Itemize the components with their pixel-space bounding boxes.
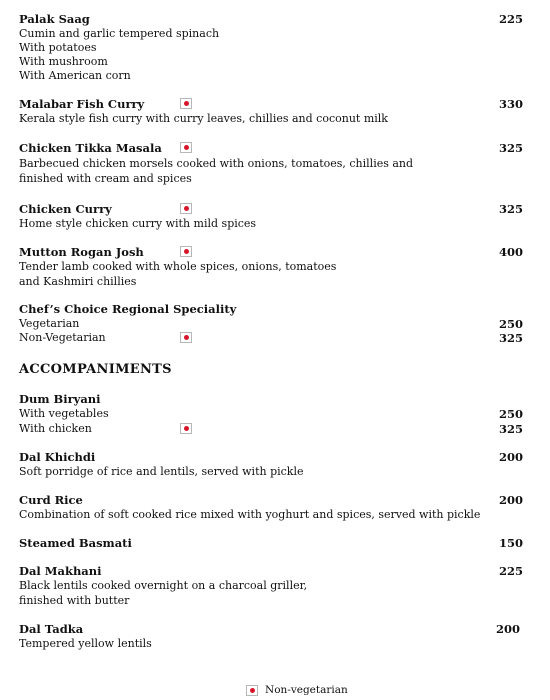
dish-variant-price: 250 [498,407,523,421]
non-veg-dot-icon [180,98,192,109]
dish-name: Dal Tadka [19,622,84,636]
dish-name: Palak Saag [19,12,90,26]
dish-name: Chicken Curry [19,202,112,216]
dish-description: Kerala style fish curry with curry leaves, chillies and coconut milk [19,112,388,125]
dish-variant-price: 325 [498,331,523,345]
dish-price: 200 [498,493,523,507]
dish-description: Tender lamb cooked with whole spices, onions, tomatoes [19,260,337,273]
dish-price: 325 [498,141,523,155]
section-heading: ACCOMPANIMENTS [19,362,172,377]
dish-price: 400 [498,245,523,259]
dish-description: Cumin and garlic tempered spinach [19,27,220,40]
non-veg-dot-icon [246,685,258,696]
dish-variant-label: Non-Vegetarian [19,331,106,344]
dish-price: 330 [498,97,523,111]
dish-price: 200 [495,622,520,636]
dish-price: 200 [498,450,523,464]
dish-description: Tempered yellow lentils [19,637,152,650]
dish-name: Dal Khichdi [19,450,96,464]
dish-description: finished with cream and spices [19,172,192,185]
dish-price: 325 [498,202,523,216]
dish-description: and Kashmiri chillies [19,275,137,288]
non-veg-dot-icon [180,246,192,257]
dish-price: 225 [498,12,523,26]
dish-name: Mutton Rogan Josh [19,245,144,259]
dish-name: Curd Rice [19,493,83,507]
dish-description: Barbecued chicken morsels cooked with onions, tomatoes, chillies and [19,157,414,170]
dish-description: finished with butter [19,594,130,607]
dish-description: Combination of soft cooked rice mixed with yoghurt and spices, served with pickle [19,508,481,521]
non-veg-dot-icon [180,423,192,434]
legend-label: Non-vegetarian [265,684,348,696]
dish-variant-label: Vegetarian [19,317,80,330]
dish-name: Steamed Basmati [19,536,132,550]
non-veg-dot-icon [180,332,192,343]
dish-price: 150 [498,536,523,550]
dish-description: Soft porridge of rice and lentils, served with pickle [19,465,304,478]
dish-variant-label: With vegetables [19,407,109,420]
dish-price: 225 [498,564,523,578]
dish-description: Home style chicken curry with mild spices [19,217,257,230]
dish-name: Malabar Fish Curry [19,97,145,111]
dish-option: With potatoes [19,41,97,54]
dish-name: Chicken Tikka Masala [19,141,162,155]
non-veg-dot-icon [180,142,192,153]
dish-variant-price: 325 [498,422,523,436]
dish-name: Dum Biryani [19,392,101,406]
dish-option: With American corn [19,69,131,82]
dish-description: Black lentils cooked overnight on a charcoal griller, [19,579,308,592]
dish-option: With mushroom [19,55,108,68]
dish-name: Chef’s Choice Regional Speciality [19,302,237,316]
dish-name: Dal Makhani [19,564,102,578]
non-veg-dot-icon [180,203,192,214]
dish-variant-price: 250 [498,317,523,331]
dish-variant-label: With chicken [19,422,92,435]
